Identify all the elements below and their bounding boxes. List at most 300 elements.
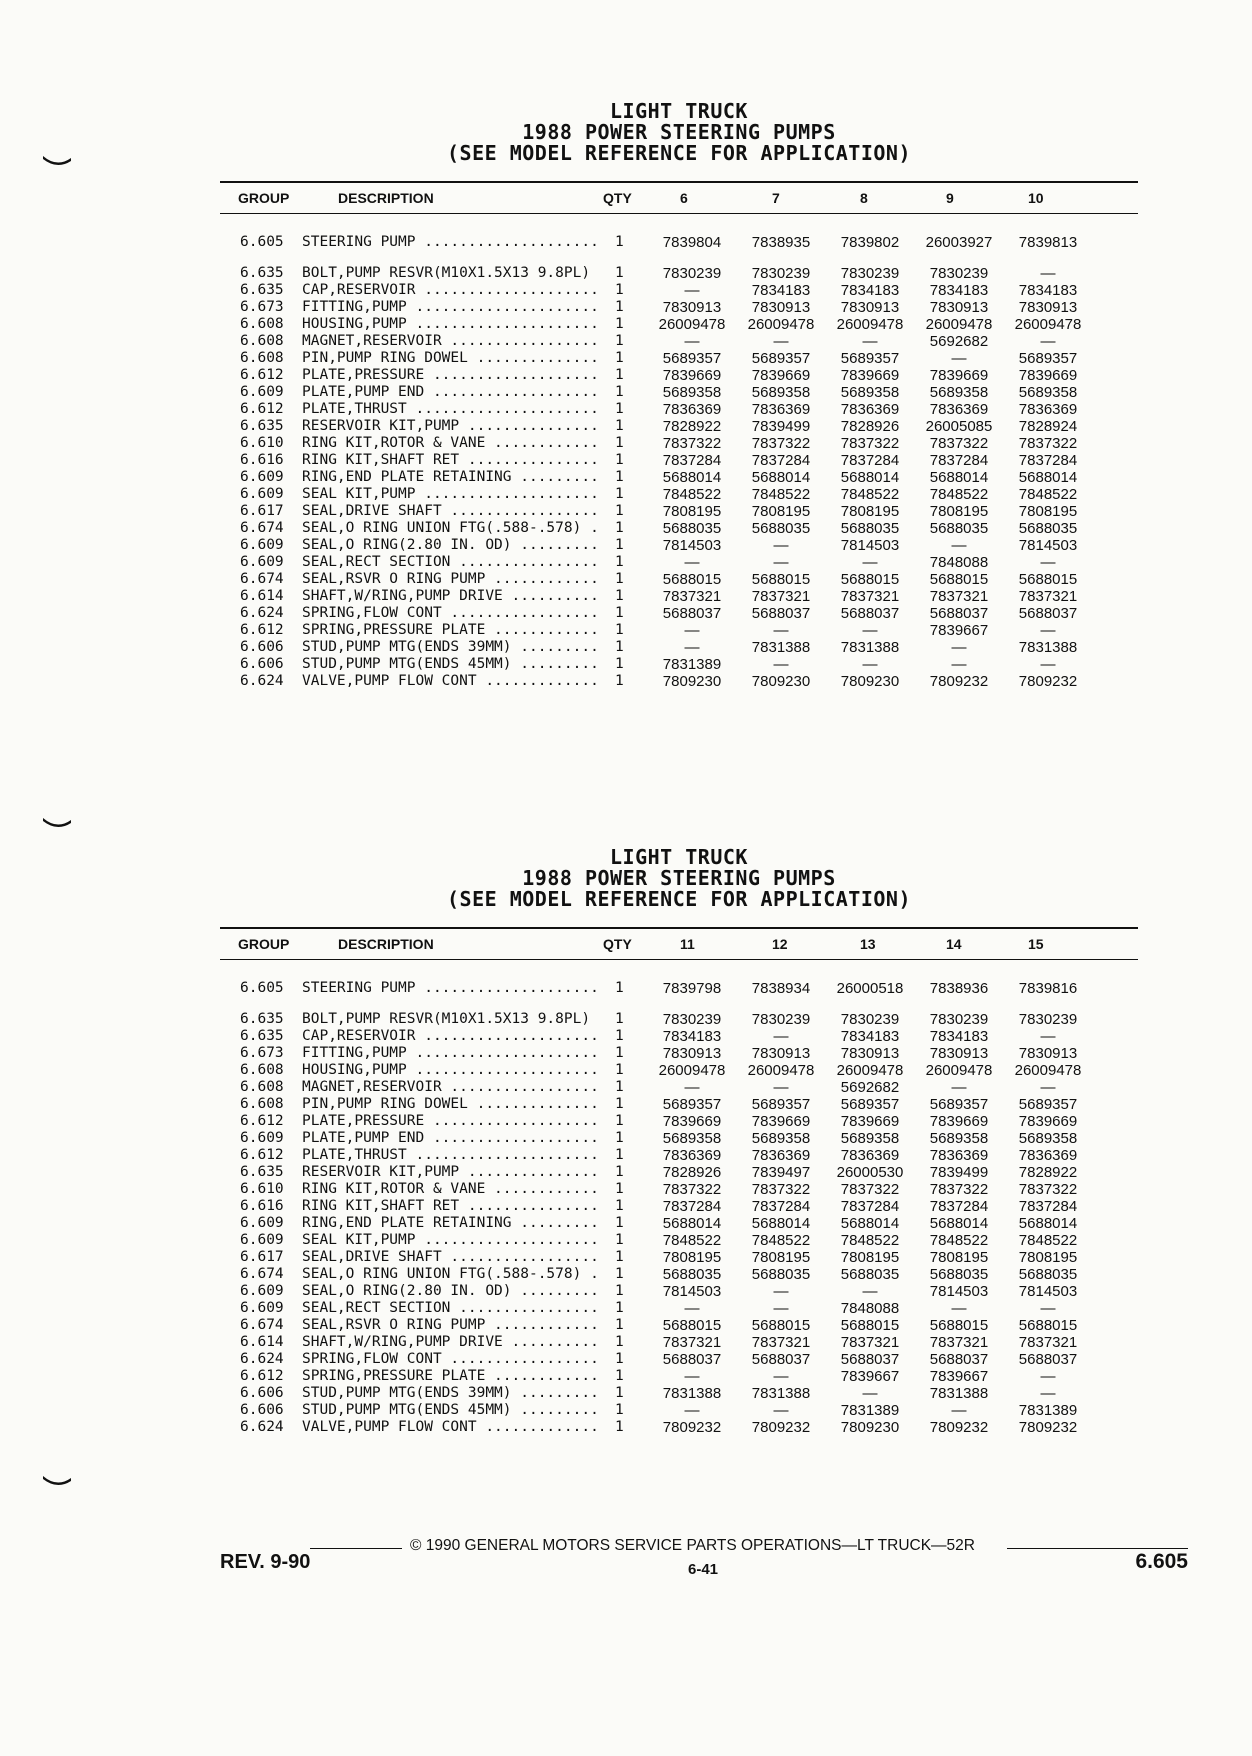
table-row — [220, 520, 1138, 537]
header-description: DESCRIPTION — [338, 190, 434, 206]
header-group: GROUP — [238, 936, 290, 952]
part-number: 5689357 — [751, 350, 811, 367]
part-number: 7834183 — [929, 1028, 989, 1045]
table-row — [220, 316, 1138, 333]
part-number: 7839816 — [1018, 980, 1078, 997]
part-number: — — [684, 622, 700, 639]
part-number: 7809232 — [1018, 673, 1078, 690]
row-description: RESERVOIR KIT,PUMP ............... — [302, 418, 599, 434]
part-number: 7837322 — [840, 435, 900, 452]
part-number: 26009478 — [747, 316, 815, 333]
part-number: — — [1040, 1300, 1056, 1317]
part-number: — — [773, 554, 789, 571]
part-number: — — [1040, 622, 1056, 639]
part-number: 26009478 — [747, 1062, 815, 1079]
part-number: 5688015 — [751, 1317, 811, 1334]
title-line: 1988 POWER STEERING PUMPS — [522, 120, 836, 144]
part-number: — — [773, 622, 789, 639]
part-number: 7839813 — [1018, 234, 1078, 251]
table-row — [220, 1113, 1138, 1130]
row-group: 6.609 — [240, 1232, 284, 1248]
row-qty: 1 — [615, 1028, 624, 1044]
table-row — [220, 486, 1138, 503]
part-number: 5689358 — [662, 384, 722, 401]
row-qty: 1 — [615, 435, 624, 451]
part-number: 7839669 — [751, 1113, 811, 1130]
row-group: 6.614 — [240, 588, 284, 604]
part-number: 26009478 — [1014, 316, 1082, 333]
row-group: 6.606 — [240, 1402, 284, 1418]
row-qty: 1 — [615, 1079, 624, 1095]
part-number: — — [773, 656, 789, 673]
row-qty: 1 — [615, 1011, 624, 1027]
parts-rows — [220, 1011, 1138, 1436]
part-number: 7828922 — [1018, 1164, 1078, 1181]
part-number: — — [684, 1402, 700, 1419]
part-number: — — [684, 333, 700, 350]
row-qty: 1 — [615, 1402, 624, 1418]
row-description: RING KIT,SHAFT RET ............... — [302, 452, 599, 468]
row-group: 6.609 — [240, 1130, 284, 1146]
row-qty: 1 — [615, 401, 624, 417]
part-number: 7839499 — [929, 1164, 989, 1181]
row-description: RING KIT,SHAFT RET ............... — [302, 1198, 599, 1214]
table-row — [220, 1283, 1138, 1300]
part-number: 7830239 — [840, 1011, 900, 1028]
part-number: 7809230 — [751, 673, 811, 690]
part-number: — — [1040, 554, 1056, 571]
part-number: 7837321 — [1018, 1334, 1078, 1351]
part-number: — — [951, 1402, 967, 1419]
row-description: PLATE,PRESSURE ................... — [302, 367, 599, 383]
page-number: 6-41 — [688, 1561, 719, 1578]
row-group: 6.674 — [240, 571, 284, 587]
part-number: 5689358 — [1018, 384, 1078, 401]
part-number: 7838934 — [751, 980, 811, 997]
part-number: 7809232 — [929, 673, 989, 690]
part-number: — — [773, 1368, 789, 1385]
part-number: 7808195 — [840, 1249, 900, 1266]
row-group: 6.608 — [240, 333, 284, 349]
part-number: 5688035 — [1018, 1266, 1078, 1283]
part-number: 7837322 — [1018, 1181, 1078, 1198]
row-description: SEAL,O RING(2.80 IN. OD) ......... — [302, 537, 599, 553]
part-number: 7837322 — [840, 1181, 900, 1198]
part-number: 7809232 — [751, 1419, 811, 1436]
part-number: 7808195 — [662, 503, 722, 520]
table-row — [220, 401, 1138, 418]
part-number: 7831388 — [929, 1385, 989, 1402]
page-footer — [220, 1535, 1188, 1595]
row-description: CAP,RESERVOIR .................... — [302, 282, 599, 298]
row-group: 6.608 — [240, 1062, 284, 1078]
part-number: 5689357 — [840, 1096, 900, 1113]
row-description: SEAL,O RING(2.80 IN. OD) ......... — [302, 1283, 599, 1299]
table-row — [220, 554, 1138, 571]
row-qty: 1 — [615, 1096, 624, 1112]
part-number: 7839669 — [929, 367, 989, 384]
part-number: 7848522 — [840, 486, 900, 503]
row-description: FITTING,PUMP ..................... — [302, 1045, 599, 1061]
part-number: — — [1040, 265, 1056, 282]
table-row — [220, 435, 1138, 452]
row-description: SEAL,O RING UNION FTG(.588-.578) . — [302, 520, 599, 536]
part-number: 7830913 — [751, 1045, 811, 1062]
header-qty: QTY — [603, 190, 632, 206]
part-number: 7834183 — [662, 1028, 722, 1045]
row-group: 6.609 — [240, 554, 284, 570]
part-number: — — [1040, 1079, 1056, 1096]
part-number: 7836369 — [1018, 401, 1078, 418]
row-group: 6.608 — [240, 1079, 284, 1095]
part-number: 5688037 — [929, 1351, 989, 1368]
table-row — [220, 282, 1138, 299]
row-group: 6.609 — [240, 469, 284, 485]
row-qty: 1 — [615, 1266, 624, 1282]
row-description: SEAL,DRIVE SHAFT ................. — [302, 503, 599, 519]
table-row — [220, 622, 1138, 639]
part-number: 7808195 — [929, 1249, 989, 1266]
row-group: 6.612 — [240, 1147, 284, 1163]
part-number: 5688015 — [929, 1317, 989, 1334]
row-description: SEAL,RECT SECTION ................ — [302, 554, 599, 570]
part-number: 7830913 — [840, 299, 900, 316]
part-number: 7837321 — [662, 1334, 722, 1351]
table-row — [220, 1147, 1138, 1164]
part-number: — — [862, 622, 878, 639]
part-number: 5689358 — [840, 384, 900, 401]
part-number: 7848522 — [929, 1232, 989, 1249]
row-group: 6.605 — [240, 980, 284, 996]
row-group: 6.608 — [240, 350, 284, 366]
part-number: — — [684, 1300, 700, 1317]
part-number: 5688037 — [929, 605, 989, 622]
row-description: SEAL,RSVR O RING PUMP ............ — [302, 1317, 599, 1333]
part-number: 7830913 — [662, 299, 722, 316]
copyright-notice: © 1990 GENERAL MOTORS SERVICE PARTS OPERATIONS—LT TRUCK—52R — [410, 1537, 975, 1554]
part-number: 7831388 — [662, 1385, 722, 1402]
part-number: 7830239 — [751, 265, 811, 282]
row-qty: 1 — [615, 234, 624, 250]
row-qty: 1 — [615, 452, 624, 468]
part-number: 5689357 — [1018, 1096, 1078, 1113]
part-number: 5688035 — [662, 1266, 722, 1283]
part-number: 5689357 — [929, 1096, 989, 1113]
part-number: 7834183 — [929, 282, 989, 299]
part-number: 5688035 — [929, 1266, 989, 1283]
header-model-column: 12 — [772, 936, 788, 952]
header-bottom-rule — [220, 959, 1138, 960]
table-row — [220, 1062, 1138, 1079]
part-number: 7809230 — [662, 673, 722, 690]
part-number: 26009478 — [836, 316, 904, 333]
header-model-column: 7 — [772, 190, 780, 206]
part-number: 7837284 — [929, 1198, 989, 1215]
part-number: 7837284 — [662, 452, 722, 469]
header-model-column: 6 — [680, 190, 688, 206]
row-qty: 1 — [615, 384, 624, 400]
row-group: 6.612 — [240, 1368, 284, 1384]
part-number: 7837321 — [751, 1334, 811, 1351]
part-number: 5688014 — [662, 469, 722, 486]
part-number: 7834183 — [840, 282, 900, 299]
part-number: 5689357 — [1018, 350, 1078, 367]
header-qty: QTY — [603, 936, 632, 952]
part-number: 7836369 — [929, 1147, 989, 1164]
row-group: 6.624 — [240, 673, 284, 689]
part-number: 7837322 — [929, 435, 989, 452]
part-number: — — [684, 554, 700, 571]
part-number: — — [862, 1283, 878, 1300]
part-number: — — [684, 1079, 700, 1096]
part-number: 7831389 — [1018, 1402, 1078, 1419]
row-qty: 1 — [615, 282, 624, 298]
part-number: 7828926 — [840, 418, 900, 435]
part-number: 7837321 — [751, 588, 811, 605]
part-number: 7831388 — [840, 639, 900, 656]
part-number: 7830913 — [929, 1045, 989, 1062]
table-row — [220, 1249, 1138, 1266]
table-row — [220, 1232, 1138, 1249]
table-row — [220, 1096, 1138, 1113]
part-number: 7848522 — [751, 486, 811, 503]
part-number: 7828924 — [1018, 418, 1078, 435]
table-row — [220, 1317, 1138, 1334]
part-number: 5688037 — [662, 605, 722, 622]
row-description: MAGNET,RESERVOIR ................. — [302, 1079, 599, 1095]
part-number: 5689357 — [751, 1096, 811, 1113]
row-description: SEAL,DRIVE SHAFT ................. — [302, 1249, 599, 1265]
header-group: GROUP — [238, 190, 290, 206]
part-number: 7830239 — [929, 1011, 989, 1028]
part-number: — — [862, 333, 878, 350]
row-description: BOLT,PUMP RESVR(M10X1.5X13 9.8PL) — [302, 265, 591, 281]
part-number: 7848522 — [662, 1232, 722, 1249]
row-group: 6.610 — [240, 1181, 284, 1197]
part-number: 7839669 — [929, 1113, 989, 1130]
table-row — [220, 656, 1138, 673]
header-description: DESCRIPTION — [338, 936, 434, 952]
part-number: 7837322 — [662, 1181, 722, 1198]
part-number: 5688015 — [662, 1317, 722, 1334]
part-number: 5688037 — [1018, 605, 1078, 622]
part-number: — — [773, 537, 789, 554]
row-description: VALVE,PUMP FLOW CONT ............. — [302, 673, 599, 689]
part-number: 7834183 — [840, 1028, 900, 1045]
part-number: — — [1040, 656, 1056, 673]
parts-section-1 — [220, 101, 1138, 690]
part-number: 26000518 — [836, 980, 904, 997]
part-number: 5689357 — [840, 350, 900, 367]
table-row — [220, 1198, 1138, 1215]
part-number: 5688035 — [662, 520, 722, 537]
title-line: 1988 POWER STEERING PUMPS — [522, 866, 836, 890]
part-number: 7837284 — [1018, 1198, 1078, 1215]
part-number: 5692682 — [840, 1079, 900, 1096]
part-number: — — [773, 1402, 789, 1419]
part-number: 5688035 — [929, 520, 989, 537]
part-number: 5689358 — [662, 1130, 722, 1147]
part-number: 5688037 — [840, 1351, 900, 1368]
part-number: 5689357 — [662, 350, 722, 367]
part-number: 7836369 — [929, 401, 989, 418]
part-number: — — [684, 282, 700, 299]
row-description: SHAFT,W/RING,PUMP DRIVE .......... — [302, 588, 599, 604]
header-bottom-rule — [220, 213, 1138, 214]
part-number: 5688015 — [662, 571, 722, 588]
part-number: 7809232 — [929, 1419, 989, 1436]
row-description: SPRING,PRESSURE PLATE ............ — [302, 1368, 599, 1384]
row-description: SPRING,FLOW CONT ................. — [302, 1351, 599, 1367]
row-description: STEERING PUMP .................... — [302, 980, 599, 996]
part-number: 7808195 — [929, 503, 989, 520]
part-number: 7836369 — [1018, 1147, 1078, 1164]
part-number: 26009478 — [658, 316, 726, 333]
part-number: 7808195 — [840, 503, 900, 520]
section-title — [220, 101, 1138, 164]
section-number: 6.605 — [1135, 1550, 1188, 1573]
part-number: 7831389 — [840, 1402, 900, 1419]
part-number: 7830913 — [840, 1045, 900, 1062]
part-number: 7837321 — [840, 588, 900, 605]
part-number: 7830239 — [929, 265, 989, 282]
row-group: 6.635 — [240, 265, 284, 281]
row-group: 6.617 — [240, 503, 284, 519]
table-row — [220, 469, 1138, 486]
part-number: — — [951, 350, 967, 367]
part-number: — — [951, 656, 967, 673]
row-group: 6.673 — [240, 1045, 284, 1061]
part-number: — — [862, 656, 878, 673]
part-number: 5688015 — [929, 571, 989, 588]
table-row — [220, 1164, 1138, 1181]
row-qty: 1 — [615, 1385, 624, 1401]
row-group: 6.609 — [240, 1283, 284, 1299]
row-qty: 1 — [615, 1334, 624, 1350]
part-number: 26003927 — [925, 234, 993, 251]
row-description: VALVE,PUMP FLOW CONT ............. — [302, 1419, 599, 1435]
part-number: 7808195 — [662, 1249, 722, 1266]
table-row — [220, 1368, 1138, 1385]
part-number: 5688037 — [840, 605, 900, 622]
row-qty: 1 — [615, 1317, 624, 1333]
row-qty: 1 — [615, 316, 624, 332]
table-row — [220, 265, 1138, 282]
row-group: 6.635 — [240, 1028, 284, 1044]
row-group: 6.616 — [240, 452, 284, 468]
row-group: 6.635 — [240, 1164, 284, 1180]
part-number: 26009478 — [925, 316, 993, 333]
row-group: 6.612 — [240, 367, 284, 383]
part-number: — — [1040, 333, 1056, 350]
part-number: 7809232 — [1018, 1419, 1078, 1436]
row-description: PLATE,THRUST ..................... — [302, 1147, 599, 1163]
part-number: 5692682 — [929, 333, 989, 350]
part-number: 7834183 — [1018, 282, 1078, 299]
row-description: SPRING,FLOW CONT ................. — [302, 605, 599, 621]
table-row — [220, 1351, 1138, 1368]
part-number: 7848522 — [751, 1232, 811, 1249]
part-number: 7848522 — [929, 486, 989, 503]
row-qty: 1 — [615, 265, 624, 281]
row-description: PIN,PUMP RING DOWEL .............. — [302, 350, 599, 366]
part-number: 26009478 — [658, 1062, 726, 1079]
row-qty: 1 — [615, 1045, 624, 1061]
row-qty: 1 — [615, 1215, 624, 1231]
part-number: 7837284 — [929, 452, 989, 469]
binder-hole-mark — [42, 816, 72, 828]
row-group: 6.612 — [240, 622, 284, 638]
part-number: 7830239 — [840, 265, 900, 282]
part-number: 7837284 — [840, 452, 900, 469]
row-qty: 1 — [615, 554, 624, 570]
part-number: 7839669 — [751, 367, 811, 384]
part-number: — — [951, 1079, 967, 1096]
part-number: 7837284 — [751, 452, 811, 469]
part-number: 7814503 — [662, 537, 722, 554]
part-number: 7830913 — [1018, 299, 1078, 316]
part-number: 7830239 — [662, 265, 722, 282]
part-number: 7828926 — [662, 1164, 722, 1181]
row-qty: 1 — [615, 537, 624, 553]
part-number: 5688014 — [751, 469, 811, 486]
table-row — [220, 673, 1138, 690]
part-number: 5688014 — [840, 469, 900, 486]
table-row — [220, 384, 1138, 401]
part-number: — — [951, 537, 967, 554]
part-number: 7848088 — [929, 554, 989, 571]
table-row — [220, 1079, 1138, 1096]
part-number: 7848088 — [840, 1300, 900, 1317]
part-number: 7808195 — [1018, 503, 1078, 520]
part-number: 5688035 — [751, 1266, 811, 1283]
row-group: 6.612 — [240, 401, 284, 417]
row-group: 6.606 — [240, 656, 284, 672]
table-row — [220, 1011, 1138, 1028]
row-qty: 1 — [615, 622, 624, 638]
part-number: 7809232 — [662, 1419, 722, 1436]
part-number: — — [773, 333, 789, 350]
part-number: 7837284 — [840, 1198, 900, 1215]
row-group: 6.624 — [240, 1351, 284, 1367]
row-group: 6.616 — [240, 1198, 284, 1214]
row-qty: 1 — [615, 639, 624, 655]
part-number: 26009478 — [836, 1062, 904, 1079]
row-description: RING,END PLATE RETAINING ......... — [302, 1215, 599, 1231]
footer-rule-left — [310, 1548, 402, 1549]
part-number: 7830239 — [662, 1011, 722, 1028]
row-qty: 1 — [615, 1062, 624, 1078]
part-number: — — [1040, 1368, 1056, 1385]
part-number: 7834183 — [751, 282, 811, 299]
row-description: RING KIT,ROTOR & VANE ............ — [302, 435, 599, 451]
row-group: 6.635 — [240, 282, 284, 298]
part-number: 7831388 — [1018, 639, 1078, 656]
header-model-column: 8 — [860, 190, 868, 206]
row-group: 6.635 — [240, 1011, 284, 1027]
column-header-row — [220, 183, 1138, 213]
part-number: 7836369 — [751, 1147, 811, 1164]
part-number: 5689357 — [662, 1096, 722, 1113]
row-qty: 1 — [615, 571, 624, 587]
part-number: 7830913 — [662, 1045, 722, 1062]
row-group: 6.606 — [240, 639, 284, 655]
row-group: 6.673 — [240, 299, 284, 315]
part-number: 7839667 — [929, 1368, 989, 1385]
row-qty: 1 — [615, 367, 624, 383]
table-row — [220, 639, 1138, 656]
row-qty: 1 — [615, 1283, 624, 1299]
